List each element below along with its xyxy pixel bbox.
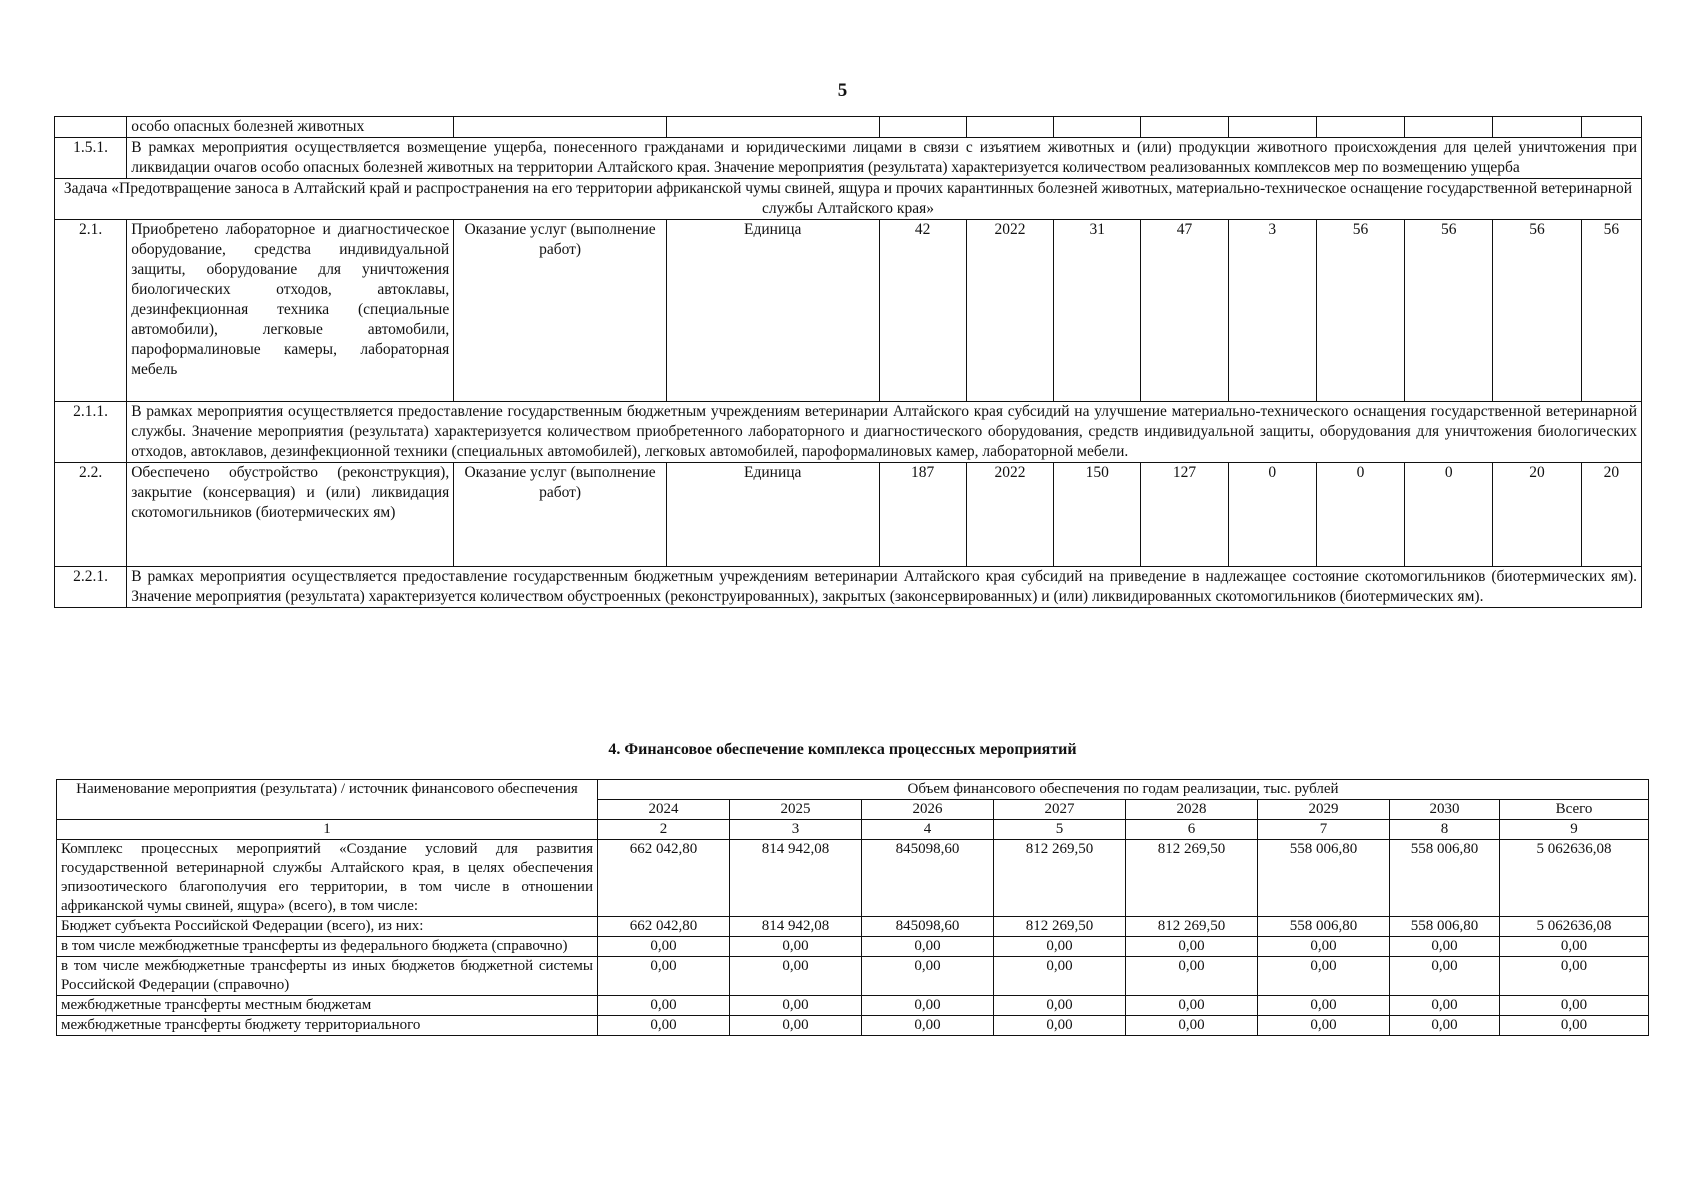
value-cell: 0,00	[1126, 957, 1258, 996]
value-cell: 558 006,80	[1258, 840, 1390, 917]
value-cell: 0	[1316, 463, 1404, 567]
row-name: межбюджетные трансферты местным бюджетам	[57, 996, 598, 1016]
value-cell: 558 006,80	[1390, 917, 1500, 937]
value-cell: 0,00	[1500, 957, 1649, 996]
finance-table	[56, 779, 1649, 1036]
col-number: 6	[1126, 820, 1258, 840]
results-table	[54, 116, 1642, 608]
value-cell: 0,00	[994, 996, 1126, 1016]
value-cell: 56	[1405, 220, 1493, 402]
table-row	[55, 567, 1642, 608]
table-row	[57, 996, 1649, 1016]
value-cell: 5 062636,08	[1500, 840, 1649, 917]
value-cell: 0,00	[1258, 937, 1390, 957]
row-name: в том числе межбюджетные трансферты из иных бюджетов бюджетной системы Российской Федерации (справочно)	[57, 957, 598, 996]
year-header: 2029	[1258, 800, 1390, 820]
row-name: Обеспечено обустройство (реконструкция), закрытие (консервация) и (или) ликвидация скотомогильников (биотермических ям)	[127, 463, 454, 567]
col-number: 3	[730, 820, 862, 840]
value-cell: 0,00	[598, 957, 730, 996]
col-number: 7	[1258, 820, 1390, 840]
value-cell: 0,00	[730, 937, 862, 957]
col-number: 2	[598, 820, 730, 840]
value-cell: 0,00	[862, 996, 994, 1016]
value-cell: 0	[1405, 463, 1493, 567]
value-cell: 56	[1316, 220, 1404, 402]
value-cell: 812 269,50	[994, 917, 1126, 937]
value-cell: 814 942,08	[730, 917, 862, 937]
row-number: 2.2.1.	[55, 567, 127, 608]
row-name: в том числе межбюджетные трансферты из федерального бюджета (справочно)	[57, 937, 598, 957]
value-cell: 0,00	[994, 1016, 1126, 1036]
value-cell: 127	[1141, 463, 1228, 567]
value-cell: 0,00	[1390, 937, 1500, 957]
value-cell: 0,00	[1258, 996, 1390, 1016]
value-cell: 20	[1493, 463, 1581, 567]
value-cell: 0,00	[730, 1016, 862, 1036]
value-cell: 814 942,08	[730, 840, 862, 917]
value-cell: 0,00	[1390, 996, 1500, 1016]
row-name: межбюджетные трансферты бюджету территориального	[57, 1016, 598, 1036]
col-number: 5	[994, 820, 1126, 840]
row-unit: Единица	[666, 220, 879, 402]
value-cell: 0,00	[1126, 1016, 1258, 1036]
value-cell: 845098,60	[862, 840, 994, 917]
value-cell: 0,00	[994, 937, 1126, 957]
value-cell: 0,00	[1126, 937, 1258, 957]
row-number: 2.1.1.	[55, 402, 127, 463]
value-cell: 56	[1493, 220, 1581, 402]
row-description: В рамках мероприятия осуществляется предоставление государственным бюджетным учреждениям ветеринарии Алтайского края субсидий на приведение в надлежащее состояние скотомогильников (биотермических ям). Значение мероприятия (результата) характеризуется количеством обустроенных (реконструированных), закрытых (законсервированных) и (или) ликвидированных скотомогильников (биотермических ям).	[127, 567, 1642, 608]
value-cell: 845098,60	[862, 917, 994, 937]
value-cell: 0,00	[862, 957, 994, 996]
row-name: Комплекс процессных мероприятий «Создание условий для развития государственной ветеринарной службы Алтайского края, в целях обеспечения эпизоотического благополучия его территории, в том числе в отношении африканской чумы свиней, ящура» (всего), в том числе:	[57, 840, 598, 917]
col-number: 9	[1500, 820, 1649, 840]
column-number-row	[57, 820, 1649, 840]
value-cell: 0,00	[1258, 957, 1390, 996]
row-name: Приобретено лабораторное и диагностическое оборудование, средства индивидуальной защиты, оборудование для уничтожения биологических отходов, автоклавы, дезинфекционная техника (специальные автомобили), легковые автомобили, пароформалиновые камеры, лабораторная мебель	[127, 220, 454, 402]
year-header: 2024	[598, 800, 730, 820]
value-cell: 150	[1054, 463, 1141, 567]
col-number: 1	[57, 820, 598, 840]
row-unit: Единица	[666, 463, 879, 567]
table-row	[55, 463, 1642, 567]
value-cell: 56	[1581, 220, 1641, 402]
row-name: особо опасных болезней животных	[127, 117, 454, 138]
year-header: 2028	[1126, 800, 1258, 820]
total-header: Всего	[1500, 800, 1649, 820]
year-header: 2026	[862, 800, 994, 820]
table-row	[55, 402, 1642, 463]
year-header: 2030	[1390, 800, 1500, 820]
value-cell: 3	[1228, 220, 1316, 402]
value-cell: 31	[1054, 220, 1141, 402]
value-cell: 0,00	[862, 1016, 994, 1036]
row-name: Бюджет субъекта Российской Федерации (всего), из них:	[57, 917, 598, 937]
value-cell: 0,00	[598, 996, 730, 1016]
value-cell: 0,00	[1500, 996, 1649, 1016]
value-cell: 812 269,50	[994, 840, 1126, 917]
value-cell: 0,00	[1500, 937, 1649, 957]
value-cell: 812 269,50	[1126, 840, 1258, 917]
value-cell: 0,00	[730, 957, 862, 996]
value-cell: 662 042,80	[598, 917, 730, 937]
value-cell: 0,00	[994, 957, 1126, 996]
header-row	[57, 780, 1649, 800]
value-cell: 0,00	[1500, 1016, 1649, 1036]
value-cell: 0,00	[862, 937, 994, 957]
task-title: Задача «Предотвращение заноса в Алтайский край и распространения на его территории африканской чумы свиней, ящура и прочих карантинных болезней животных, материально-техническое оснащение государственной ветеринарной службы Алтайского края»	[55, 179, 1642, 220]
row-description: В рамках мероприятия осуществляется возмещение ущерба, понесенного гражданами и юридическими лицами в связи с изъятием животных и (или) продукции животного происхождения для целей уничтожения при ликвидации очагов особо опасных болезней животных на территории Алтайского края. Значение мероприятия (результата) характеризуется количеством реализованных комплексов мер по возмещению ущерба	[127, 138, 1642, 179]
row-number: 2.2.	[55, 463, 127, 567]
row-type: Оказание услуг (выполнение работ)	[454, 463, 667, 567]
value-cell: 5 062636,08	[1500, 917, 1649, 937]
table-row	[57, 840, 1649, 917]
table-row	[57, 957, 1649, 996]
value-cell: 0,00	[730, 996, 862, 1016]
col-number: 4	[862, 820, 994, 840]
value-cell: 0	[1228, 463, 1316, 567]
header-name: Наименование мероприятия (результата) / источник финансового обеспечения	[57, 780, 598, 820]
value-cell: 0,00	[1390, 957, 1500, 996]
value-cell: 662 042,80	[598, 840, 730, 917]
table-row	[55, 138, 1642, 179]
value-cell: 0,00	[1390, 1016, 1500, 1036]
row-description: В рамках мероприятия осуществляется предоставление государственным бюджетным учреждениям ветеринарии Алтайского края субсидий на улучшение материально-технического оснащения государственной ветеринарной службы. Значение мероприятия (результата) характеризуется количеством приобретенного лабораторного и диагностического оборудования, средств индивидуальной защиты, оборудования для уничтожения биологических отходов, автоклавов, дезинфекционной техники (специальных автомобилей), легковых автомобилей, пароформалиновых камер, лабораторной мебели.	[127, 402, 1642, 463]
value-cell: 2022	[966, 463, 1053, 567]
year-header: 2025	[730, 800, 862, 820]
value-cell: 0,00	[1126, 996, 1258, 1016]
table-row	[55, 117, 1642, 138]
row-type: Оказание услуг (выполнение работ)	[454, 220, 667, 402]
value-cell: 558 006,80	[1258, 917, 1390, 937]
row-number: 2.1.	[55, 220, 127, 402]
page-number: 5	[837, 80, 848, 101]
section-title: 4. Финансовое обеспечение комплекса процессных мероприятий	[608, 741, 1077, 758]
row-number: 1.5.1.	[55, 138, 127, 179]
value-cell: 42	[879, 220, 966, 402]
value-cell: 0,00	[598, 1016, 730, 1036]
value-cell: 0,00	[598, 937, 730, 957]
header-volume: Объем финансового обеспечения по годам реализации, тыс. рублей	[598, 780, 1649, 800]
table-row	[57, 937, 1649, 957]
value-cell: 20	[1581, 463, 1641, 567]
year-header: 2027	[994, 800, 1126, 820]
table-row	[57, 1016, 1649, 1036]
table-row	[57, 917, 1649, 937]
col-number: 8	[1390, 820, 1500, 840]
value-cell: 47	[1141, 220, 1228, 402]
value-cell: 187	[879, 463, 966, 567]
value-cell: 558 006,80	[1390, 840, 1500, 917]
table-row	[55, 220, 1642, 402]
value-cell: 812 269,50	[1126, 917, 1258, 937]
value-cell: 0,00	[1258, 1016, 1390, 1036]
task-row	[55, 179, 1642, 220]
value-cell: 2022	[966, 220, 1053, 402]
